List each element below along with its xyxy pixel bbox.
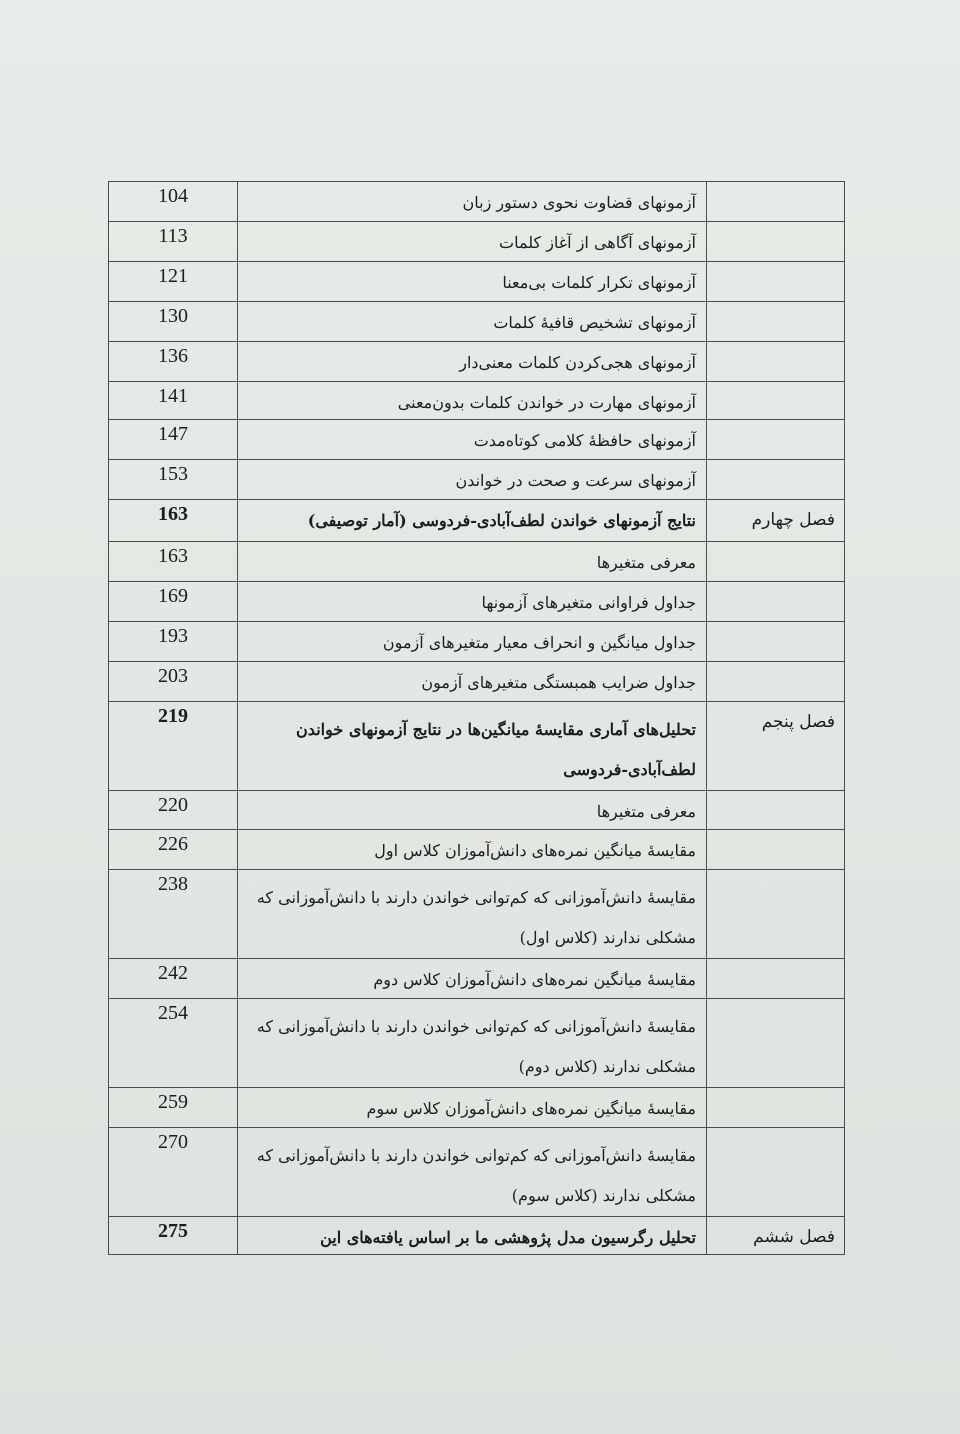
table-row <box>109 342 845 382</box>
page-number: 259 <box>109 1088 238 1128</box>
table-row <box>109 702 845 791</box>
section-title: جداول ضرایب همبستگی متغیرهای آزمون <box>238 662 707 702</box>
section-title: نتایج آزمونهای خواندن لطف‌آبادی-فردوسی (آمار توصیفی) <box>238 500 707 542</box>
chapter-label: فصل پنجم <box>707 702 845 791</box>
table-row <box>109 999 845 1088</box>
page-number: 226 <box>109 830 238 870</box>
table-row <box>109 302 845 342</box>
section-title: جداول فراوانی متغیرهای آزمونها <box>238 582 707 622</box>
toc-body <box>109 182 845 1255</box>
page-number: 254 <box>109 999 238 1088</box>
section-title: مقایسهٔ میانگین نمره‌های دانش‌آموزان کلاس دوم <box>238 959 707 999</box>
page-number: 147 <box>109 420 238 460</box>
section-title: مقایسهٔ میانگین نمره‌های دانش‌آموزان کلاس اول <box>238 830 707 870</box>
page-number: 203 <box>109 662 238 702</box>
section-title: تحلیل‌های آماری مقایسهٔ میانگین‌ها در نتایج آزمونهای خواندن لطف‌آبادی-فردوسی <box>238 702 707 791</box>
chapter-label <box>707 302 845 342</box>
page-number: 242 <box>109 959 238 999</box>
table-row <box>109 500 845 542</box>
chapter-label: فصل ششم <box>707 1217 845 1255</box>
page-number: 136 <box>109 342 238 382</box>
table-row <box>109 582 845 622</box>
table-row <box>109 870 845 959</box>
page-number: 270 <box>109 1128 238 1217</box>
page-number: 163 <box>109 500 238 542</box>
table-row <box>109 182 845 222</box>
page-number: 169 <box>109 582 238 622</box>
section-title: آزمونهای سرعت و صحت در خواندن <box>238 460 707 500</box>
table-row <box>109 262 845 302</box>
section-title: آزمونهای آگاهی از آغاز کلمات <box>238 222 707 262</box>
page-number: 163 <box>109 542 238 582</box>
section-title: آزمونهای مهارت در خواندن کلمات بدون‌معنی <box>238 382 707 420</box>
table-row <box>109 1128 845 1217</box>
section-title: مقایسهٔ دانش‌آموزانی که کم‌توانی خواندن دارند با دانش‌آموزانی که مشکلی ندارند (کلاس دوم) <box>238 999 707 1088</box>
section-title: آزمونهای حافظهٔ کلامی کوتاه‌مدت <box>238 420 707 460</box>
table-of-contents <box>108 181 845 1255</box>
section-title: مقایسهٔ دانش‌آموزانی که کم‌توانی خواندن دارند با دانش‌آموزانی که مشکلی ندارند (کلاس اول) <box>238 870 707 959</box>
table-row <box>109 791 845 830</box>
chapter-label <box>707 342 845 382</box>
section-title: معرفی متغیرها <box>238 542 707 582</box>
page-number: 104 <box>109 182 238 222</box>
page-number: 219 <box>109 702 238 791</box>
table-row <box>109 222 845 262</box>
page-number: 220 <box>109 791 238 830</box>
table-row <box>109 830 845 870</box>
section-title: مقایسهٔ دانش‌آموزانی که کم‌توانی خواندن دارند با دانش‌آموزانی که مشکلی ندارند (کلاس سوم) <box>238 1128 707 1217</box>
chapter-label <box>707 870 845 959</box>
chapter-label <box>707 662 845 702</box>
page-number: 275 <box>109 1217 238 1255</box>
chapter-label <box>707 460 845 500</box>
table-row <box>109 662 845 702</box>
page-number: 121 <box>109 262 238 302</box>
chapter-label <box>707 382 845 420</box>
section-title: تحلیل رگرسیون مدل پژوهشی ما بر اساس یافته‌های این <box>238 1217 707 1255</box>
section-title: معرفی متغیرها <box>238 791 707 830</box>
page-number: 113 <box>109 222 238 262</box>
chapter-label <box>707 582 845 622</box>
chapter-label <box>707 1128 845 1217</box>
chapter-label <box>707 420 845 460</box>
page-number: 141 <box>109 382 238 420</box>
section-title: مقایسهٔ میانگین نمره‌های دانش‌آموزان کلاس سوم <box>238 1088 707 1128</box>
chapter-label <box>707 1088 845 1128</box>
chapter-label <box>707 262 845 302</box>
table-row <box>109 622 845 662</box>
section-title: جداول میانگین و انحراف معیار متغیرهای آزمون <box>238 622 707 662</box>
chapter-label <box>707 999 845 1088</box>
chapter-label <box>707 182 845 222</box>
chapter-label <box>707 542 845 582</box>
table-row <box>109 460 845 500</box>
table-row <box>109 959 845 999</box>
page-number: 193 <box>109 622 238 662</box>
table-row <box>109 1217 845 1255</box>
chapter-label: فصل چهارم <box>707 500 845 542</box>
table-row <box>109 542 845 582</box>
table-row <box>109 382 845 420</box>
section-title: آزمونهای تشخیص قافیهٔ کلمات <box>238 302 707 342</box>
chapter-label <box>707 222 845 262</box>
chapter-label <box>707 830 845 870</box>
page-number: 153 <box>109 460 238 500</box>
chapter-label <box>707 791 845 830</box>
page-number: 238 <box>109 870 238 959</box>
table-row <box>109 1088 845 1128</box>
page-number: 130 <box>109 302 238 342</box>
chapter-label <box>707 959 845 999</box>
table-row <box>109 420 845 460</box>
section-title: آزمونهای هجی‌کردن کلمات معنی‌دار <box>238 342 707 382</box>
chapter-label <box>707 622 845 662</box>
section-title: آزمونهای تکرار کلمات بی‌معنا <box>238 262 707 302</box>
section-title: آزمونهای قضاوت نحوی دستور زبان <box>238 182 707 222</box>
